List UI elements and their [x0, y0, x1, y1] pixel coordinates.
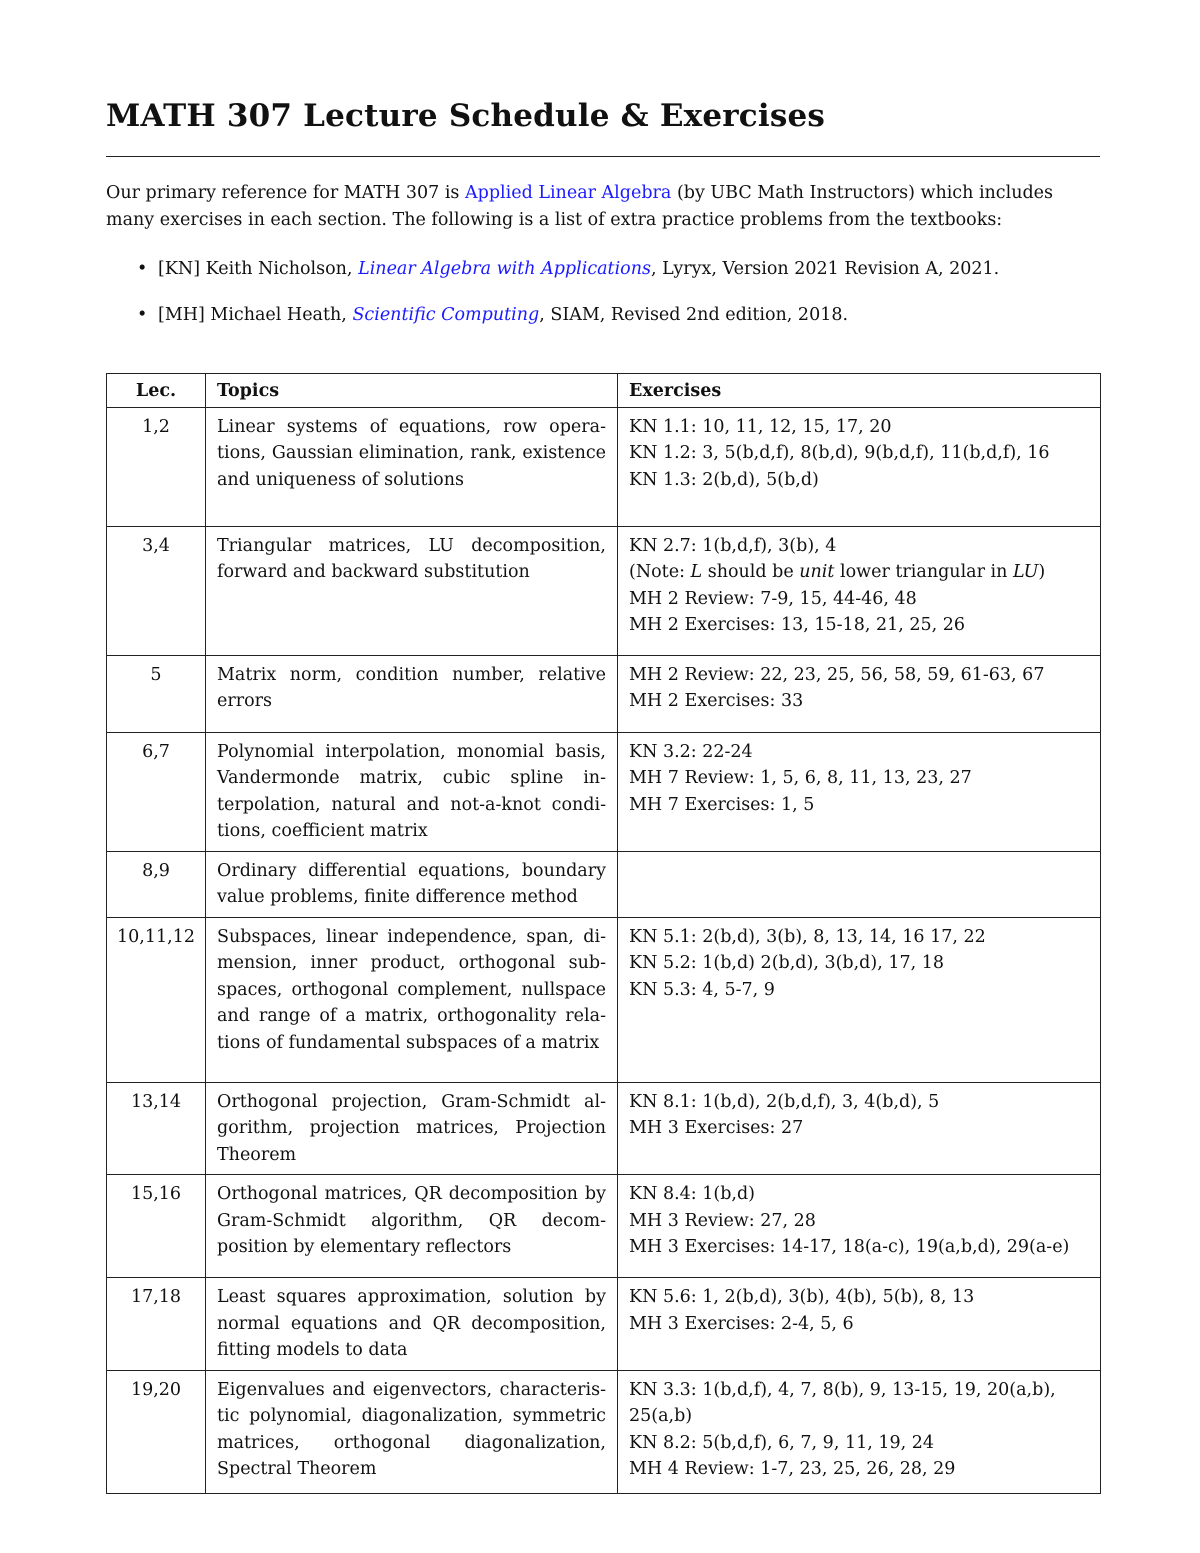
reference-list	[106, 256, 999, 348]
lecture-number: 13,14	[107, 1082, 206, 1175]
exercise-line: 25(a,b)	[629, 1406, 693, 1426]
scientific-computing-link[interactable]: Scientific Computing	[352, 305, 540, 325]
exercise-line: MH 2 Exercises: 13, 15-18, 21, 25, 26	[629, 615, 966, 635]
exercise-line: KN 2.7: 1(b,d,f), 3(b), 4	[629, 535, 837, 556]
table-header-row	[107, 374, 1101, 408]
table-row	[107, 732, 1101, 851]
lecture-number: 8,9	[107, 851, 206, 917]
exercise-line: MH 2 Exercises: 33	[629, 691, 804, 711]
topics-cell: Eigenvalues and eigenvectors, characteristic polynomial, diagonalization, symmetric matrices, orthogonal diagonalization, Spectral Theorem	[206, 1370, 618, 1493]
topics-cell: Ordinary differential equations, boundary value problems, finite difference method	[206, 851, 618, 917]
lecture-number: 5	[107, 655, 206, 732]
lecture-number: 19,20	[107, 1370, 206, 1493]
topics-cell: Subspaces, linear independence, span, dimension, inner product, orthogonal subspaces, orthogonal complement, nullspace and range of a matrix, orthogonality relations of fundamental subspaces of a matrix	[206, 917, 618, 1082]
intro-text-before: Our primary reference for MATH 307 is	[106, 183, 460, 203]
exercises-cell	[618, 1370, 1101, 1493]
intro-text-after: (by UBC Math Instructors) which includes	[676, 183, 1054, 203]
exercise-line: MH 3 Exercises: 14-17, 18(a-c), 19(a,b,d), 29(a-e)	[629, 1237, 1070, 1257]
reference-item-mh	[106, 302, 999, 348]
exercise-line: KN 8.4: 1(b,d)	[629, 1184, 755, 1204]
topics-cell: Least squares approximation, solution by normal equations and QR decomposition, fitting models to data	[206, 1278, 618, 1371]
intro-line-1	[106, 180, 1100, 207]
exercise-line: KN 8.1: 1(b,d), 2(b,d,f), 3, 4(b,d), 5	[629, 1091, 940, 1112]
exercise-line: KN 3.3: 1(b,d,f), 4, 7, 8(b), 9, 13-15, 19, 20(a,b),	[629, 1379, 1056, 1400]
reference-author: [MH] Michael Heath,	[158, 305, 347, 325]
table-row	[107, 1278, 1101, 1371]
table-row	[107, 526, 1101, 655]
exercise-line: KN 5.1: 2(b,d), 3(b), 8, 13, 14, 16 17, 22	[629, 926, 986, 947]
exercise-line: MH 2 Review: 7-9, 15, 44-46, 48	[629, 588, 917, 609]
table-row	[107, 917, 1101, 1082]
table-row	[107, 407, 1101, 526]
exercises-cell	[618, 917, 1101, 1082]
intro-paragraph	[106, 180, 1100, 234]
table-row	[107, 1082, 1101, 1175]
lecture-number: 10,11,12	[107, 917, 206, 1082]
header-topics: Topics	[206, 374, 618, 408]
exercises-cell	[618, 1175, 1101, 1278]
topics-cell: Orthogonal projection, Gram-Schmidt algorithm, projection matrices, Projection Theorem	[206, 1082, 618, 1175]
topics-cell: Linear systems of equations, row operations, Gaussian elimination, rank, existence and uniqueness of solutions	[206, 407, 618, 526]
exercise-line: MH 4 Review: 1-7, 23, 25, 26, 28, 29	[629, 1459, 956, 1479]
lecture-number: 17,18	[107, 1278, 206, 1371]
applied-linear-algebra-link[interactable]: Applied Linear Algebra	[464, 183, 672, 203]
title-divider	[106, 156, 1100, 157]
lecture-number: 6,7	[107, 732, 206, 851]
exercise-line: MH 3 Exercises: 2-4, 5, 6	[629, 1313, 854, 1334]
topics-cell: Polynomial interpolation, monomial basis, Vandermonde matrix, cubic spline interpolation, natural and not-a-knot conditions, coefficient matrix	[206, 732, 618, 851]
topics-cell: Triangular matrices, LU decomposition, forward and backward substitution	[206, 526, 618, 655]
linear-algebra-with-applications-link[interactable]: Linear Algebra with Applications	[358, 259, 651, 279]
exercises-cell	[618, 407, 1101, 526]
page-title: MATH 307 Lecture Schedule & Exercises	[106, 98, 826, 134]
exercises-cell	[618, 732, 1101, 851]
exercise-line: KN 5.6: 1, 2(b,d), 3(b), 4(b), 5(b), 8, 13	[629, 1287, 975, 1307]
schedule-table	[106, 373, 1101, 1494]
header-lec: Lec.	[107, 374, 206, 408]
intro-line-2: many exercises in each section. The following is a list of extra practice problems from the textbooks:	[106, 210, 1003, 230]
exercise-line: KN 8.2: 5(b,d,f), 6, 7, 9, 11, 19, 24	[629, 1432, 934, 1453]
exercises-cell	[618, 1082, 1101, 1175]
reference-author: [KN] Keith Nicholson,	[158, 259, 353, 279]
reference-details: , SIAM, Revised 2nd edition, 2018.	[539, 305, 849, 325]
exercise-line: KN 5.3: 4, 5-7, 9	[629, 979, 775, 1000]
exercises-cell	[618, 851, 1101, 917]
exercise-line: (Note: L should be unit lower triangular in LU)	[629, 562, 1046, 582]
exercise-line: KN 5.2: 1(b,d) 2(b,d), 3(b,d), 17, 18	[629, 953, 944, 973]
exercises-cell	[618, 526, 1101, 655]
reference-item-kn	[106, 256, 999, 302]
lecture-number: 3,4	[107, 526, 206, 655]
topics-cell: Orthogonal matrices, QR decomposition by Gram-Schmidt algorithm, QR decomposition by elementary reflectors	[206, 1175, 618, 1278]
table-row	[107, 1370, 1101, 1493]
exercise-line: KN 1.1: 10, 11, 12, 15, 17, 20	[629, 416, 892, 437]
header-exercises: Exercises	[618, 374, 1101, 408]
table-row	[107, 1175, 1101, 1278]
exercise-line: KN 3.2: 22-24	[629, 741, 753, 762]
exercise-line: KN 1.3: 2(b,d), 5(b,d)	[629, 469, 819, 490]
lecture-number: 15,16	[107, 1175, 206, 1278]
exercise-line: MH 3 Review: 27, 28	[629, 1210, 816, 1231]
bullet-icon: •	[137, 305, 148, 325]
exercise-line: MH 2 Review: 22, 23, 25, 56, 58, 59, 61-63, 67	[629, 664, 1045, 685]
exercise-line: MH 3 Exercises: 27	[629, 1118, 804, 1138]
table-row	[107, 655, 1101, 732]
exercises-cell	[618, 655, 1101, 732]
table-row	[107, 851, 1101, 917]
exercise-line: MH 7 Exercises: 1, 5	[629, 794, 815, 815]
lecture-number: 1,2	[107, 407, 206, 526]
exercise-line: KN 1.2: 3, 5(b,d,f), 8(b,d), 9(b,d,f), 11(b,d,f), 16	[629, 443, 1050, 463]
topics-cell: Matrix norm, condition number, relative errors	[206, 655, 618, 732]
exercises-cell	[618, 1278, 1101, 1371]
exercise-line: MH 7 Review: 1, 5, 6, 8, 11, 13, 23, 27	[629, 768, 972, 788]
reference-details: , Lyryx, Version 2021 Revision A, 2021.	[650, 259, 1000, 279]
bullet-icon: •	[137, 259, 148, 279]
